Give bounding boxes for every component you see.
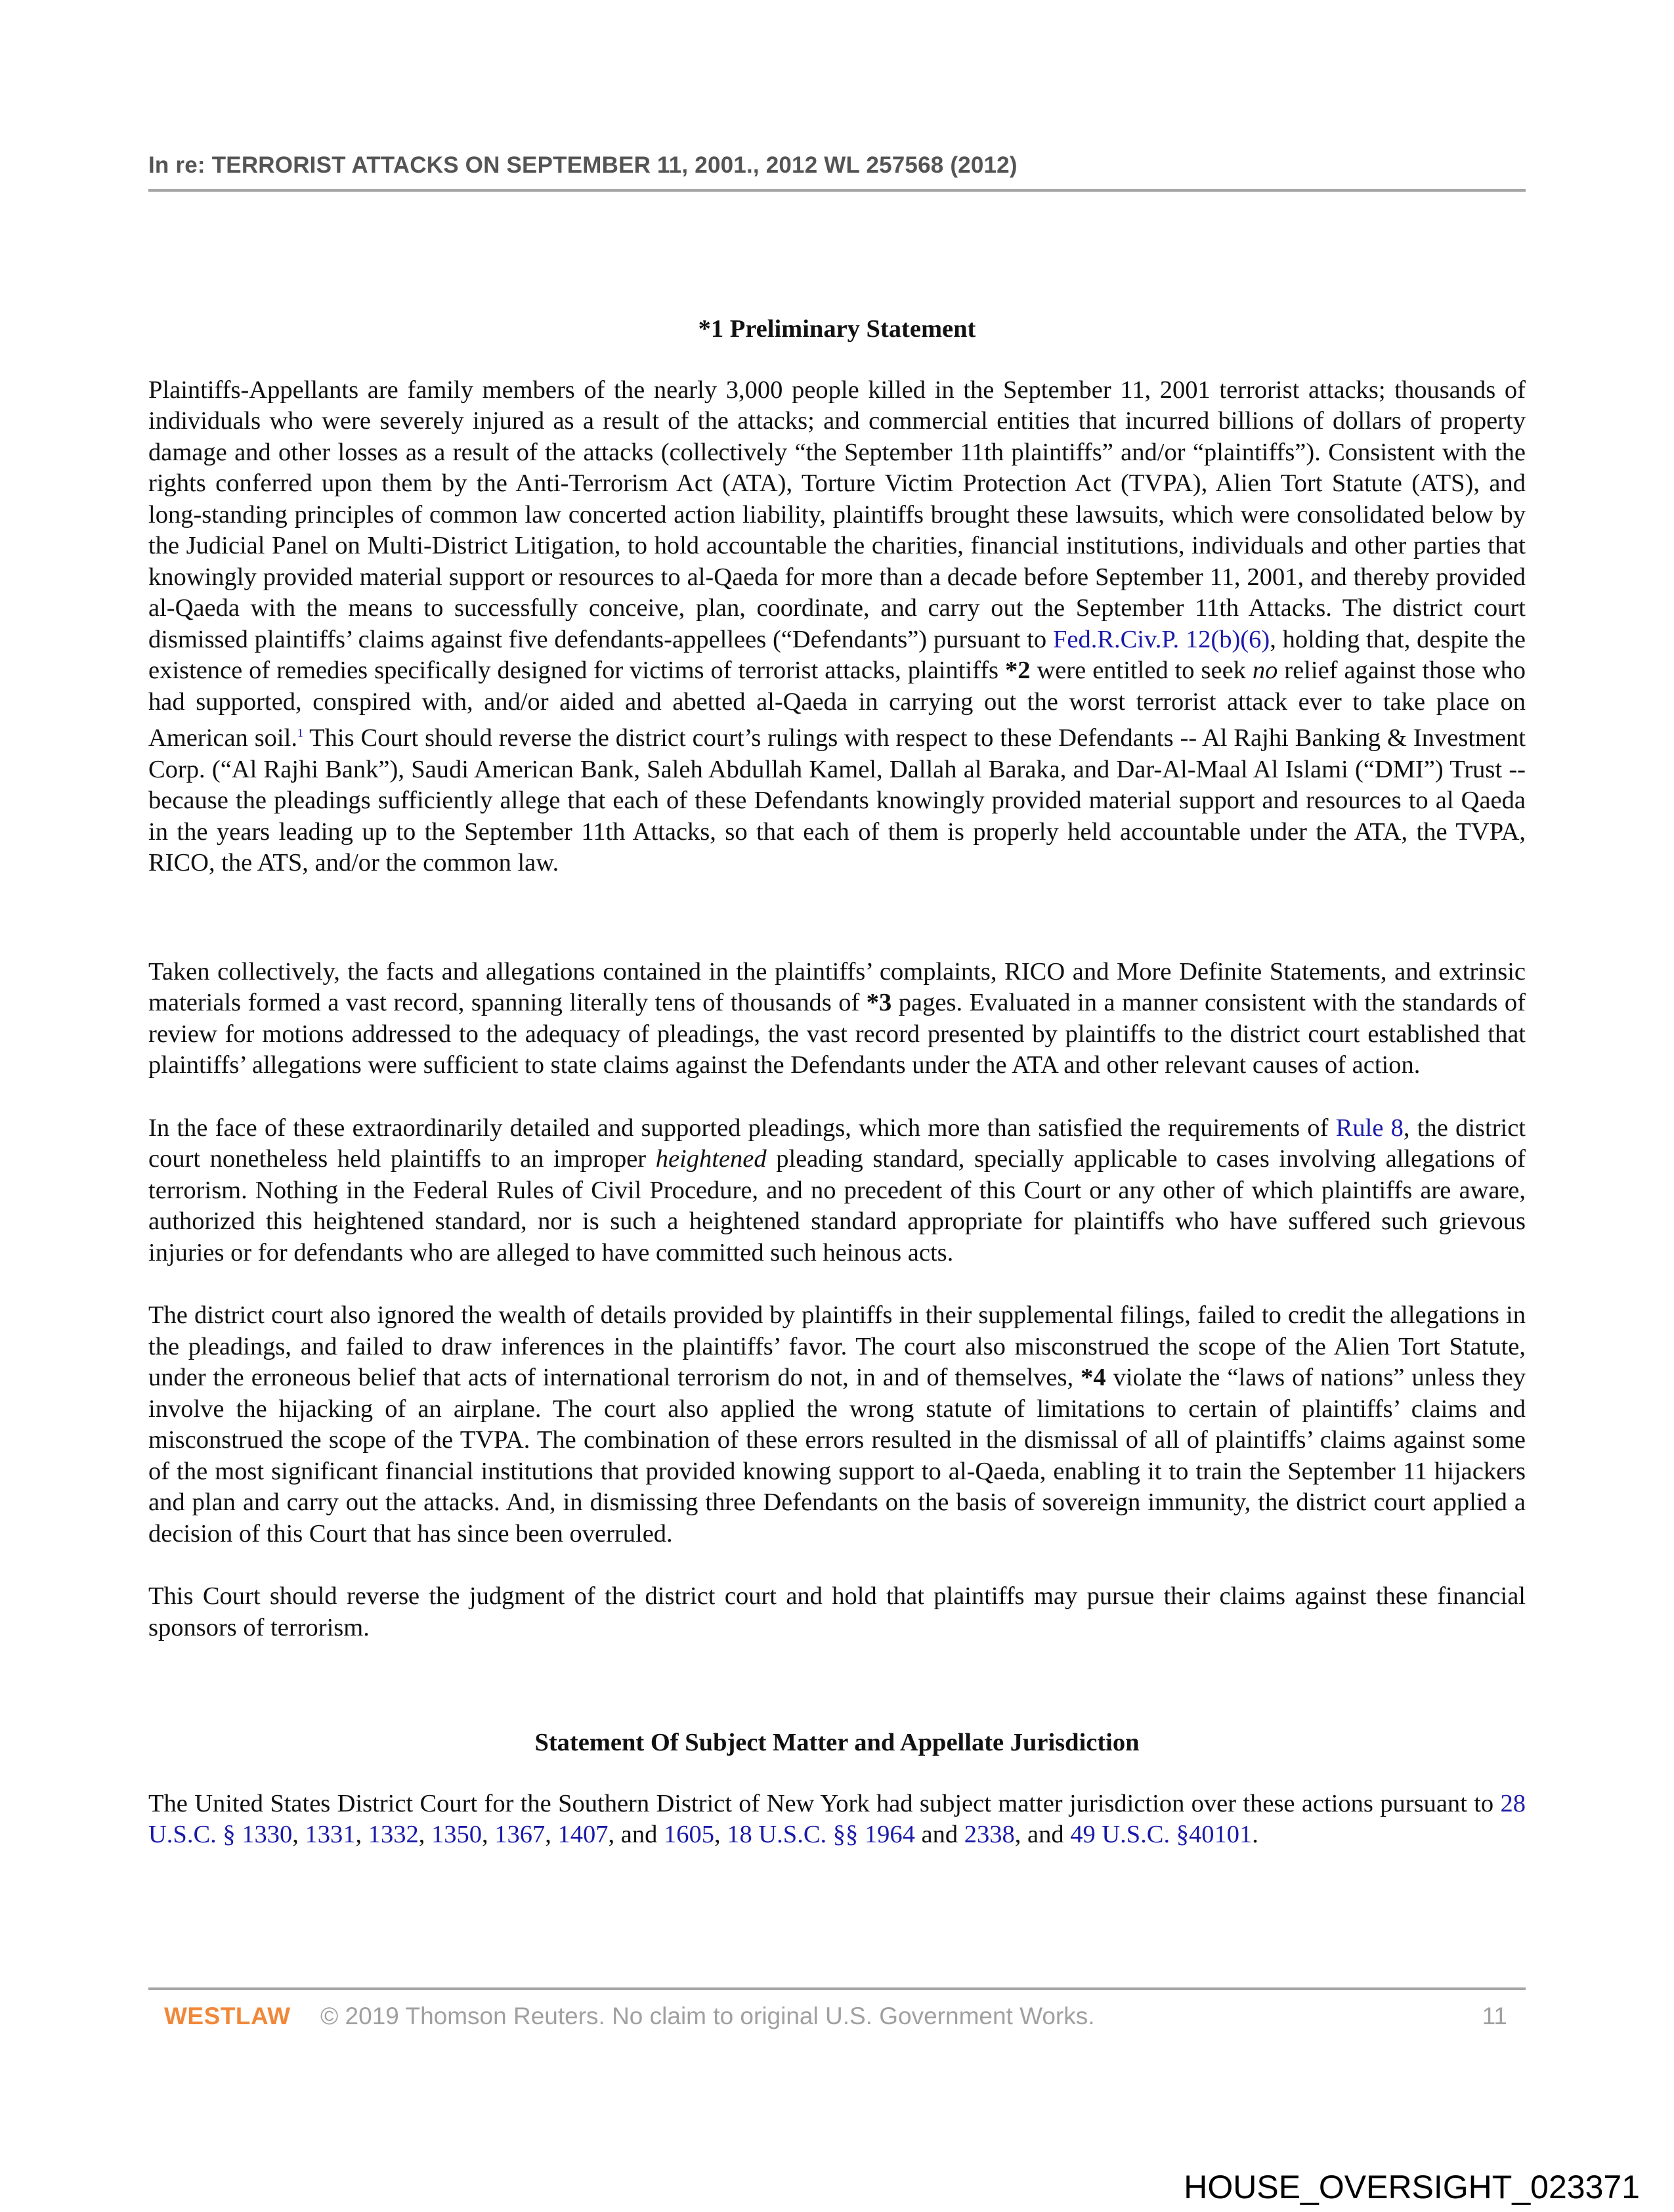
star-page-marker: *4 [1081,1364,1106,1391]
text-run: Taken collectively, the facts and allegations contained in the plaintiffs’ complaints, RICO and More Definite Statements, and extrinsic materials formed a vast record, spanning literally tens of thousands of [148,957,1526,1016]
text-run: , holding that, despite the existence of remedies specifically designed for victims of terrorist attacks, plaintiffs [148,625,1526,684]
text-run: violate the “laws of nations” unless they involve the hijacking of an airplane. The court also applied the wrong statute of limitations to certain of plaintiffs’ claims and misconstrued the scope of the TVPA. The combination of these errors resulted in the dismissal of all of plaintiffs’ claims against some of the most significant financial institutions that provided knowing support to al-Qaeda, enabling it to train the September 11 hijackers and plan and carry out the attacks. And, in dismissing three Defendants on the basis of sovereign immunity, the district court applied a decision of this Court that has since been overruled. [148,1364,1526,1548]
link-rule-8[interactable]: Rule 8 [1335,1114,1404,1142]
separator: , [355,1821,368,1848]
link-1331[interactable]: 1331 [305,1821,356,1848]
separator: , and [608,1821,664,1848]
text-run: relief against those who had supported, conspired with, and/or aided and abetted al-Qaeda in carrying out the worst terrorist attack ever to take place on American soil. [148,657,1526,752]
text-run: This Court should reverse the district court’s rulings with respect to these Defendants -- Al Rajhi Banking & Investment Corp. (“Al Rajhi Bank”), Saudi American Bank, Saleh Abdullah Kamel, Dallah al Baraka, and Dar-Al-Maal Al Islami (“DMI”) Trust -- because the pleadings sufficiently allege that each of these Defendants knowingly provided material support and resources to al Qaeda in the years leading up to the September 11th Attacks, so that each of them is properly held accountable under the ATA, the TVPA, RICO, the ATS, and/or the common law. [148,724,1526,877]
text-run: , the district court nonetheless held plaintiffs to an improper [148,1114,1526,1173]
separator: . [1252,1821,1258,1848]
text-run: In the face of these extraordinarily detailed and supported pleadings, which more than satisfied the requirements of [148,1114,1336,1142]
link-1367[interactable]: 1367 [494,1821,546,1848]
link-1605[interactable]: 1605 [664,1821,714,1848]
link-49-usc-40101[interactable]: 49 U.S.C. §40101 [1070,1821,1253,1848]
separator: and [914,1821,964,1848]
emphasis-no: no [1252,657,1278,684]
link-18-usc-1964[interactable]: 18 U.S.C. §§ 1964 [727,1821,915,1848]
text-run: were entitled to seek [1030,657,1253,684]
paragraph-5: This Court should reverse the judgment of the district court and hold that plaintiffs may pursue their claims against these financial sponsors of terrorism. [148,1582,1526,1641]
bates-number: HOUSE_OVERSIGHT_023371 [1184,2169,1640,2205]
separator: , [418,1821,432,1848]
running-header: In re: TERRORIST ATTACKS ON SEPTEMBER 11, 2001., 2012 WL 257568 (2012) [148,152,1018,178]
link-1332[interactable]: 1332 [368,1821,419,1848]
separator: , [714,1821,727,1848]
emphasis-heightened: heightened [655,1145,767,1173]
westlaw-logo: WESTLAW [164,2003,291,2029]
page-footer [148,2003,1526,2035]
star-page-marker: *2 [1005,657,1031,684]
link-2338[interactable]: 2338 [964,1821,1015,1848]
separator: , [482,1821,495,1848]
text-run: pleading standard, specially applicable to cases involving allegations of terrorism. Nothing in the Federal Rules of Civil Procedure, and no precedent of this Court or any other of which plaintiffs are aware, authorized this heightened standard, nor is such a heightened standard appropriate for plaintiffs who have suffered such grievous injuries or for defendants who are alleged to have committed such heinous acts. [148,1145,1526,1267]
paragraph-3 [148,1113,1526,1269]
footer-divider [148,1987,1526,1990]
paragraph-4 [148,1300,1526,1550]
link-1350[interactable]: 1350 [431,1821,483,1848]
text-run: pages. Evaluated in a manner consistent with the standards of review for motions addressed to the adequacy of pleadings, the vast record presented by plaintiffs to the district court established that plaintiffs’ allegations were sufficient to state claims against the Defendants under the ATA and other relevant causes of action. [148,989,1526,1079]
section-heading-preliminary-statement: *1 Preliminary Statement [698,315,976,343]
header-divider [148,189,1526,192]
link-frcp-12b6[interactable]: Fed.R.Civ.P. 12(b)(6) [1052,625,1270,653]
document-body [148,314,1526,1851]
link-1407[interactable]: 1407 [557,1821,609,1848]
paragraph-2 [148,957,1526,1081]
paragraph-jurisdiction [148,1789,1526,1851]
footnote-ref-1[interactable]: 1 [297,726,303,739]
section-heading-jurisdiction: Statement Of Subject Matter and Appellate Jurisdiction [534,1729,1140,1756]
separator: , [292,1821,305,1848]
text-run: The United States District Court for the Southern District of New York had subject matter jurisdiction over these actions pursuant to [148,1789,1501,1817]
star-page-marker: *3 [866,989,892,1016]
separator: , and [1014,1821,1071,1848]
paragraph-1 [148,375,1526,879]
link-28-usc-1330[interactable]: 28 U.S.C. § 1330 [148,1789,1526,1848]
separator: , [545,1821,558,1848]
copyright-notice: © 2019 Thomson Reuters. No claim to original U.S. Government Works. [320,2003,1095,2029]
page-number: 11 [1482,2003,1507,2029]
text-run: Plaintiffs-Appellants are family members of the nearly 3,000 people killed in the September 11, 2001 terrorist attacks; thousands of individuals who were severely injured as a result of the attacks; and commercial entities that incurred billions of dollars of property damage and other losses as a result of the attacks (collectively “the September 11th plaintiffs” and/or “plaintiffs”). Consistent with the rights conferred upon them by the Anti-Terrorism Act (ATA), Torture Victim Protection Act (TVPA), Alien Tort Statute (ATS), and long-standing principles of common law concerted action liability, plaintiffs brought these lawsuits, which were consolidated below by the Judicial Panel on Multi-District Litigation, to hold accountable the charities, financial institutions, individuals and other parties that knowingly provided material support or resources to al-Qaeda for more than a decade before September 11, 2001, and thereby provided al-Qaeda with the means to successfully conceive, plan, coordinate, and carry out the September 11th Attacks. The district court dismissed plaintiffs’ claims against five defendants-appellees (“Defendants”) pursuant to [148,376,1526,653]
text-run: The district court also ignored the wealth of details provided by plaintiffs in their supplemental filings, failed to credit the allegations in the pleadings, and failed to draw inferences in the plaintiffs’ favor. The court also misconstrued the scope of the Alien Tort Statute, under the erroneous belief that acts of international terrorism do not, in and of themselves, [148,1301,1526,1391]
